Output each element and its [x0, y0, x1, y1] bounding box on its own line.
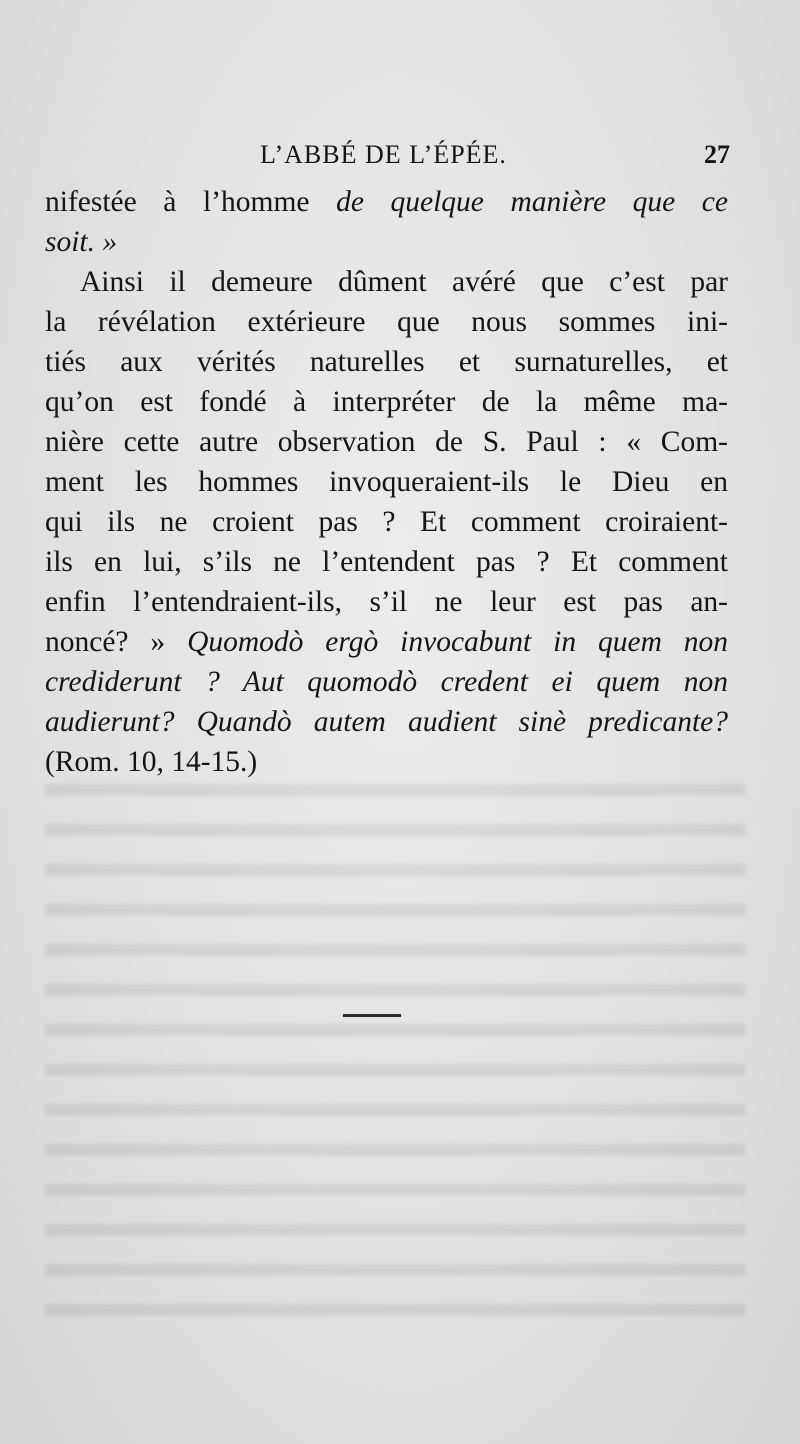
- text-line-1: [45, 182, 728, 222]
- text-line-15: (Rom. 10, 14-15.): [45, 746, 258, 778]
- text-line-4: la révélation extérieure que nous sommes ini-: [45, 306, 728, 338]
- text-line-1-italic: de quelque manière que ce: [336, 186, 728, 218]
- text-line-12-italic: Quomodò ergò invocabunt in quem non: [187, 626, 729, 658]
- text-line-12-roman: noncé? »: [45, 626, 188, 658]
- text-line-10: ils en lui, s’ils ne l’entendent pas ? Et comment: [45, 546, 728, 578]
- running-title: L’ABBÉ DE L’ÉPÉE.: [260, 140, 507, 169]
- text-line-8: ment les hommes invoqueraient-ils le Dieu en: [45, 466, 728, 498]
- text-line-12: [45, 622, 728, 662]
- text-line-6: qu’on est fondé à interpréter de la même ma-: [45, 386, 728, 418]
- text-line-2: soit. »: [45, 226, 118, 258]
- text-line-3: Ainsi il demeure dûment avéré que c’est par: [80, 266, 728, 298]
- text-line-1-roman: nifestée à l’homme: [45, 186, 337, 218]
- text-line-13: crediderunt ? Aut quomodò credent ei quem non: [45, 666, 728, 698]
- text-line-5: tiés aux vérités naturelles et surnaturelles, et: [45, 346, 728, 378]
- show-through-texture: [45, 770, 745, 1330]
- page-number: 27: [704, 140, 730, 169]
- section-divider: [343, 1014, 401, 1017]
- page-header: [40, 140, 730, 180]
- text-line-9: qui ils ne croient pas ? Et comment croiraient-: [45, 506, 728, 538]
- text-line-14: audierunt? Quandò autem audient sinè predicante?: [45, 706, 728, 738]
- text-line-11: enfin l’entendraient-ils, s’il ne leur est pas an-: [45, 586, 728, 618]
- text-line-7: nière cette autre observation de S. Paul : « Com-: [45, 426, 728, 458]
